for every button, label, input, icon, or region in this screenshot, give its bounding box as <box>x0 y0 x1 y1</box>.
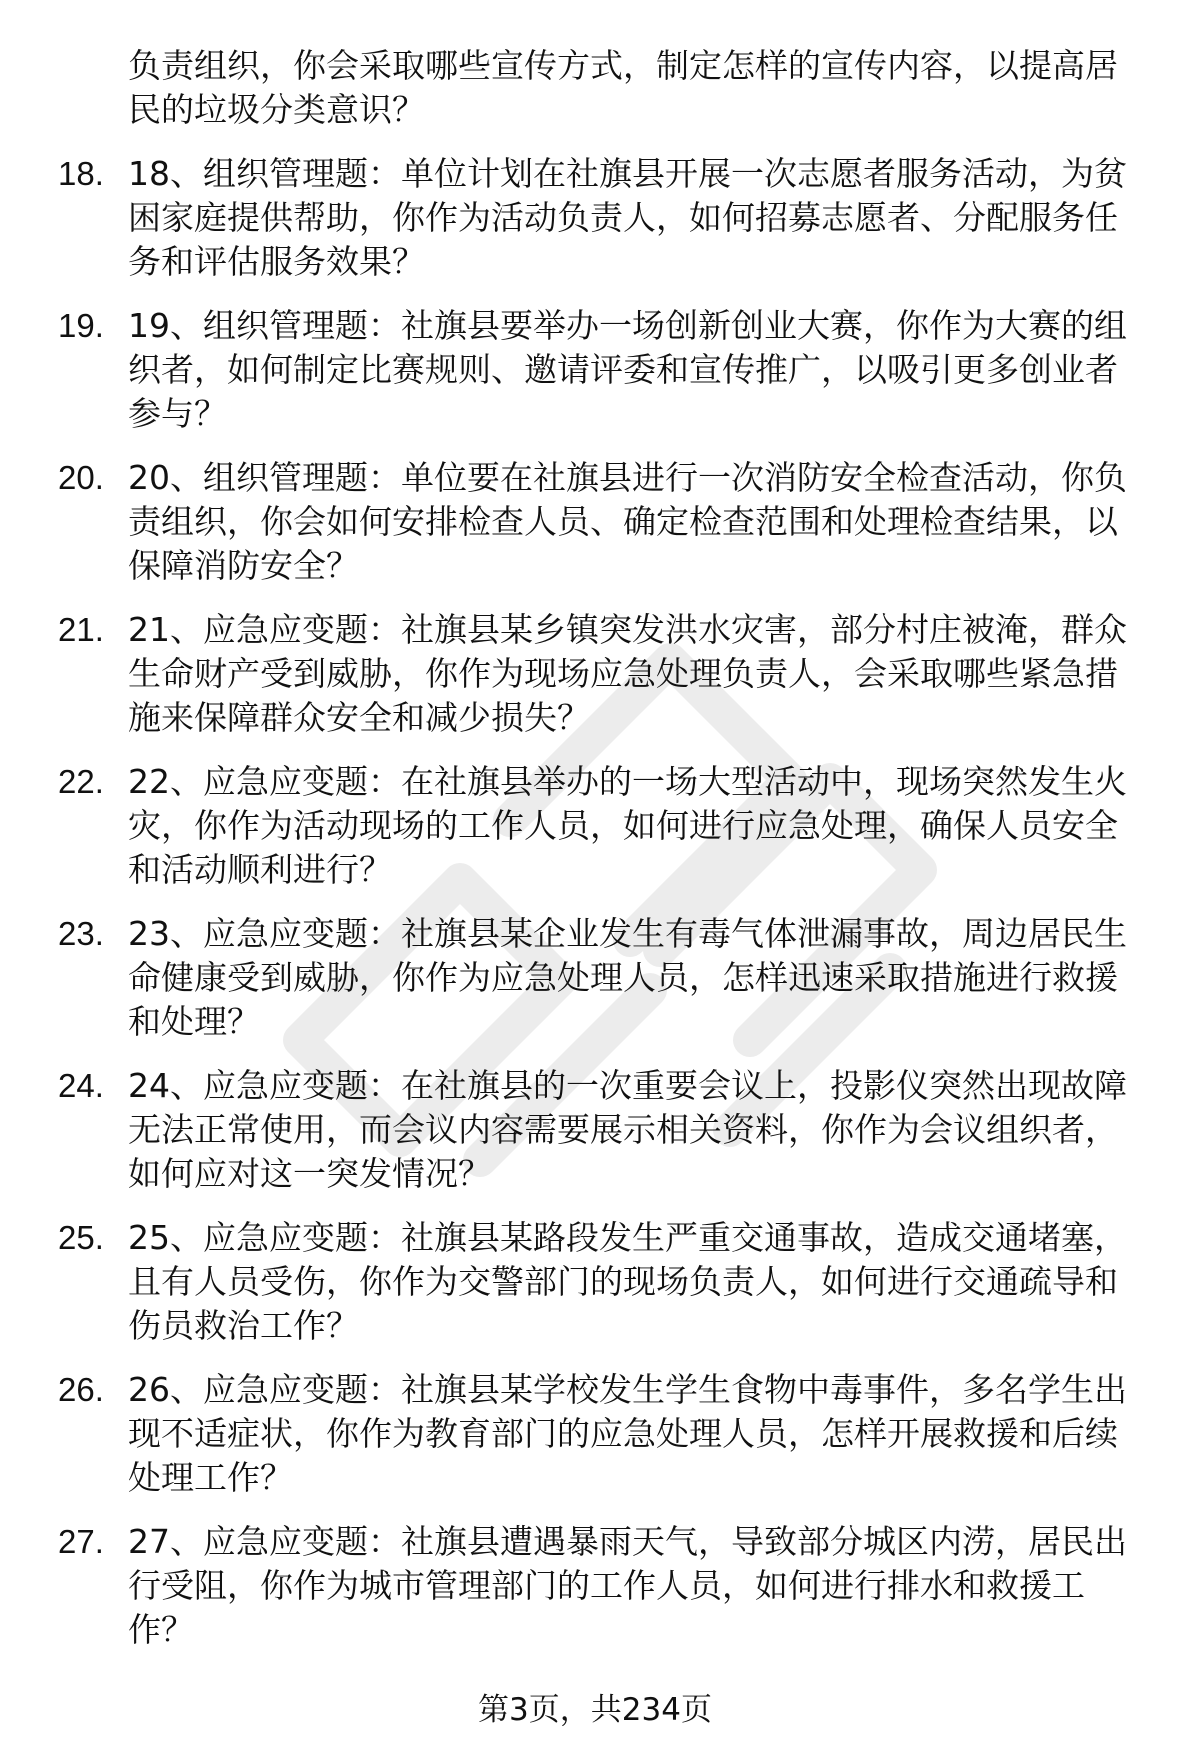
list-item <box>58 608 1148 740</box>
item-number: 25. <box>58 1219 104 1256</box>
item-text: 25、应急应变题：社旗县某路段发生严重交通事故，造成交通堵塞，且有人员受伤，你作为交警部门的现场负责人，如何进行交通疏导和伤员救治工作？ <box>128 1218 1127 1345</box>
page-footer: 第3页，共234页 <box>478 1692 712 1728</box>
item-text: 22、应急应变题：在社旗县举办的一场大型活动中，现场突然发生火灾，你作为活动现场的工作人员，如何进行应急处理，确保人员安全和活动顺利进行？ <box>128 762 1127 889</box>
item-number: 22. <box>58 763 104 800</box>
item-text: 23、应急应变题：社旗县某企业发生有毒气体泄漏事故，周边居民生命健康受到威胁，你作为应急处理人员，怎样迅速采取措施进行救援和处理？ <box>128 914 1127 1041</box>
item-number: 19. <box>58 307 104 344</box>
item-number: 24. <box>58 1067 104 1104</box>
list-item <box>58 1216 1148 1348</box>
list-item <box>58 1064 1148 1196</box>
item-text: 27、应急应变题：社旗县遭遇暴雨天气，导致部分城区内涝，居民出行受阻，你作为城市管理部门的工作人员，如何进行排水和救援工作？ <box>128 1522 1127 1649</box>
continuation-text: 负责组织，你会采取哪些宣传方式，制定怎样的宣传内容，以提高居民的垃圾分类意识？ <box>128 46 1118 129</box>
list-item <box>58 152 1148 284</box>
item-number: 21. <box>58 611 104 648</box>
list-item <box>58 912 1148 1044</box>
list-item <box>58 456 1148 588</box>
item-text: 18、组织管理题：单位计划在社旗县开展一次志愿者服务活动，为贫困家庭提供帮助，你作为活动负责人，如何招募志愿者、分配服务任务和评估服务效果？ <box>128 154 1127 281</box>
list-item <box>58 760 1148 892</box>
item-number: 23. <box>58 915 104 952</box>
item-text: 26、应急应变题：社旗县某学校发生学生食物中毒事件，多名学生出现不适症状，你作为教育部门的应急处理人员，怎样开展救援和后续处理工作？ <box>128 1370 1127 1497</box>
list-item <box>58 1520 1148 1652</box>
item-number: 20. <box>58 459 104 496</box>
item-number: 26. <box>58 1371 104 1408</box>
item-number: 27. <box>58 1523 104 1560</box>
item-text: 20、组织管理题：单位要在社旗县进行一次消防安全检查活动，你负责组织，你会如何安排检查人员、确定检查范围和处理检查结果，以保障消防安全？ <box>128 458 1127 585</box>
item-text: 21、应急应变题：社旗县某乡镇突发洪水灾害，部分村庄被淹，群众生命财产受到威胁，你作为现场应急处理负责人，会采取哪些紧急措施来保障群众安全和减少损失？ <box>128 610 1127 737</box>
item-text: 24、应急应变题：在社旗县的一次重要会议上，投影仪突然出现故障无法正常使用，而会议内容需要展示相关资料，你作为会议组织者，如何应对这一突发情况？ <box>128 1066 1127 1193</box>
item-text: 19、组织管理题：社旗县要举办一场创新创业大赛，你作为大赛的组织者，如何制定比赛规则、邀请评委和宣传推广，以吸引更多创业者参与？ <box>128 306 1127 433</box>
list-item <box>58 304 1148 436</box>
question-list <box>58 44 1148 1672</box>
list-item <box>58 1368 1148 1500</box>
item-number: 18. <box>58 155 104 192</box>
